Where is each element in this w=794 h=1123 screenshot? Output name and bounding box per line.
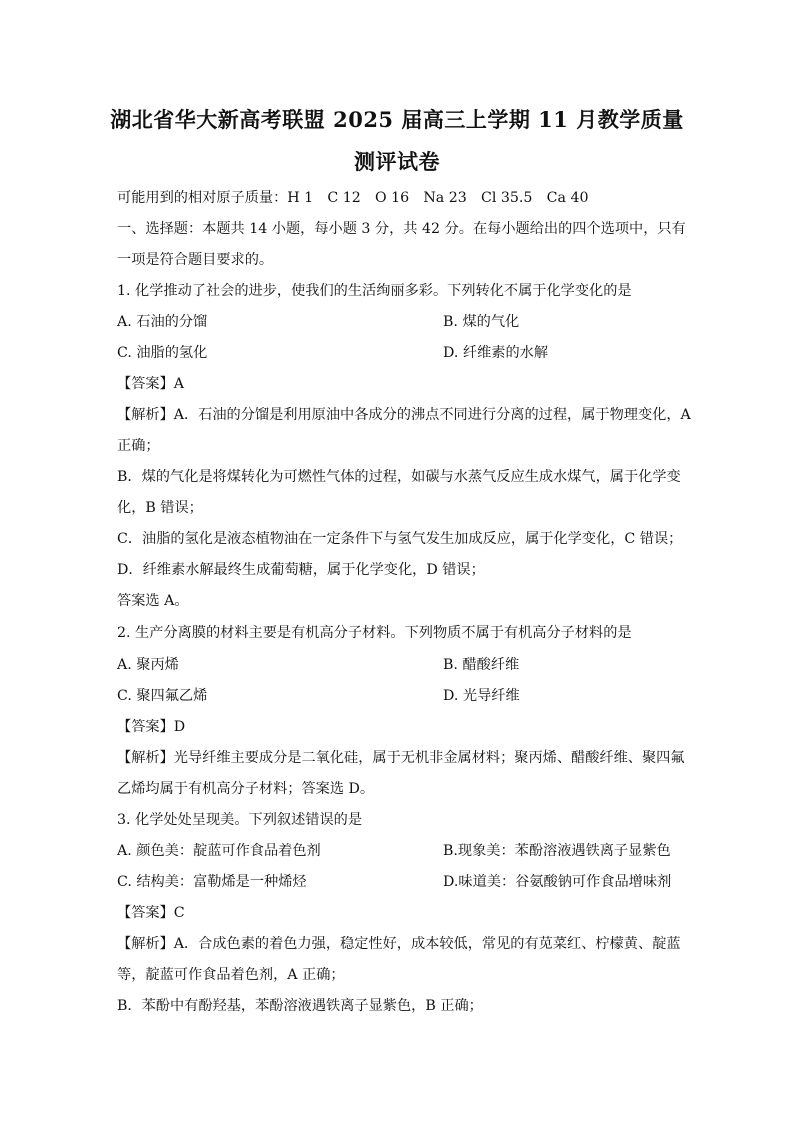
question-3-explanation-1: 【解析】A．合成色素的着色力强，稳定性好，成本较低，常见的有苋菜红、柠檬黄、靛蓝 [117, 936, 681, 952]
question-1-option-a: A. 石油的分馏 [117, 314, 208, 330]
question-3-option-b: B.现象美：苯酚溶液遇铁离子显紫色 [443, 843, 671, 859]
question-2-answer: 【答案】D [117, 719, 186, 735]
question-1-explanation-7: 答案选 A。 [117, 593, 189, 609]
section-heading-line1: 一、选择题：本题共 14 小题，每小题 3 分，共 42 分。在每小题给出的四个选项中，只有 [117, 221, 686, 237]
question-1-explanation-3: B．煤的气化是将煤转化为可燃性气体的过程，如碳与水蒸气反应生成水煤气，属于化学变 [117, 469, 681, 485]
question-2-explanation-2: 乙烯均属于有机高分子材料；答案选 D。 [117, 781, 375, 797]
atomic-mass-note: 可能用到的相对原子质量：H 1 C 12 O 16 Na 23 Cl 35.5 Ca 40 [117, 190, 589, 206]
exam-title-line1: 湖北省华大新高考联盟 2025 届高三上学期 11 月教学质量 [110, 107, 684, 132]
question-3-answer: 【答案】C [117, 905, 185, 921]
question-1-explanation-2: 正确； [117, 438, 160, 454]
question-2-stem: 2. 生产分离膜的材料主要是有机高分子材料。下列物质不属于有机高分子材料的是 [117, 625, 632, 641]
question-2-explanation-1: 【解析】光导纤维主要成分是二氧化硅，属于无机非金属材料；聚丙烯、醋酸纤维、聚四氟 [117, 750, 685, 766]
exam-title-line2: 测评试卷 [354, 149, 440, 174]
question-1-explanation-6: D．纤维素水解最终生成葡萄糖，属于化学变化，D 错误； [117, 562, 485, 578]
question-2-option-a: A. 聚丙烯 [117, 657, 179, 673]
section-heading-line2: 一项是符合题目要求的。 [117, 252, 274, 268]
question-1-explanation-4: 化，B 错误； [117, 500, 203, 516]
question-3-option-d: D.味道美：谷氨酸钠可作食品增味剂 [443, 874, 672, 890]
question-3-explanation-2: 等，靛蓝可作食品着色剂，A 正确； [117, 967, 345, 983]
question-2-option-b: B. 醋酸纤维 [443, 657, 520, 673]
question-1-explanation-1: 【解析】A．石油的分馏是利用原油中各成分的沸点不同进行分离的过程，属于物理变化，A [117, 407, 691, 423]
question-2-option-d: D. 光导纤维 [443, 688, 520, 704]
question-1-option-d: D. 纤维素的水解 [443, 345, 549, 361]
question-1-option-b: B. 煤的气化 [443, 314, 520, 330]
question-2-option-c: C. 聚四氟乙烯 [117, 688, 208, 704]
question-1-explanation-5: C．油脂的氢化是液态植物油在一定条件下与氢气发生加成反应，属于化学变化，C 错误； [117, 531, 683, 547]
question-1-stem: 1. 化学推动了社会的进步，使我们的生活绚丽多彩。下列转化不属于化学变化的是 [117, 283, 632, 299]
question-3-option-a: A. 颜色美：靛蓝可作食品着色剂 [117, 843, 321, 859]
question-3-explanation-3: B．苯酚中有酚羟基，苯酚溶液遇铁离子显紫色，B 正确； [117, 998, 483, 1014]
question-3-stem: 3. 化学处处呈现美。下列叙述错误的是 [117, 812, 363, 828]
question-1-option-c: C. 油脂的氢化 [117, 345, 208, 361]
question-1-answer: 【答案】A [117, 376, 184, 392]
question-3-option-c: C. 结构美：富勒烯是一种烯烃 [117, 874, 307, 890]
